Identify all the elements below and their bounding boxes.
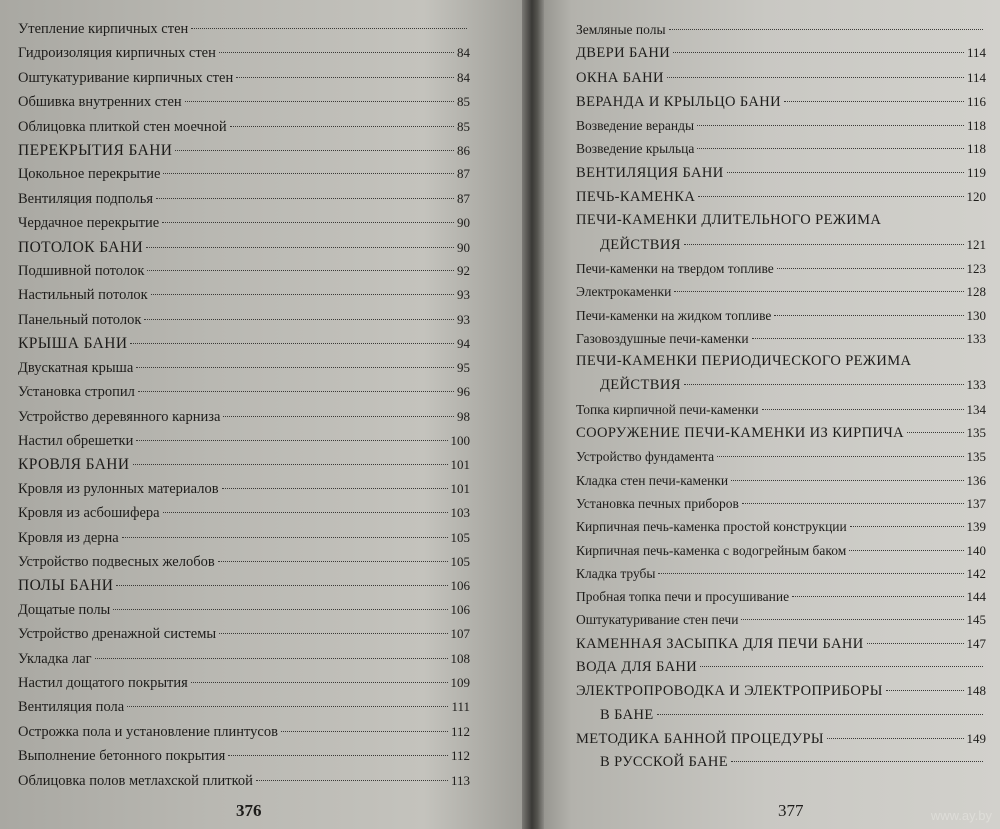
- toc-entry-title: Земляные полы: [576, 22, 666, 37]
- toc-entry-page: 121: [966, 236, 986, 252]
- toc-leader-dots: [886, 690, 964, 691]
- toc-entry-title: Кладка трубы: [576, 565, 656, 581]
- toc-entry-page: 120: [966, 189, 986, 205]
- toc-leader-dots: [163, 173, 454, 174]
- watermark: www.ay.by: [930, 808, 992, 823]
- toc-entry-title: КРЫША БАНИ: [18, 335, 128, 353]
- toc-leader-dots: [731, 480, 963, 481]
- toc-entry-title: Настил дощатого покрытия: [18, 674, 188, 691]
- toc-leader-dots: [867, 643, 964, 644]
- toc-entry-title: Газовоздушные печи-каменки: [576, 330, 749, 346]
- toc-leader-dots: [727, 172, 964, 173]
- toc-entry-title: Пробная топка печи и просушивание: [576, 589, 790, 605]
- toc-leader-dots: [256, 780, 448, 781]
- toc-entry-title: Вентиляция подполья: [18, 190, 153, 207]
- toc-leader-dots: [136, 440, 447, 441]
- toc-leader-dots: [156, 198, 454, 199]
- toc-entry-title: В БАНЕ: [600, 706, 654, 723]
- toc-leader-dots: [777, 268, 964, 269]
- toc-entry: [18, 356, 470, 380]
- toc-entry-page: 133: [966, 330, 986, 346]
- toc-entry: [576, 679, 986, 703]
- toc-entry-page: 116: [966, 93, 986, 109]
- toc-leader-dots: [113, 609, 447, 610]
- toc-entry-title: Кладка стен печи-каменки: [576, 472, 729, 488]
- toc-entry-title: Возведение крыльца: [576, 141, 695, 157]
- toc-leader-dots: [236, 77, 454, 78]
- toc-leader-dots: [219, 633, 447, 634]
- toc-entry-page: 118: [966, 118, 986, 134]
- toc-entry: [576, 751, 986, 774]
- toc-entry-title: Кровля из дерна: [18, 529, 119, 546]
- toc-leader-dots: [742, 503, 964, 504]
- toc-entry-title: Утепление кирпичных стен: [18, 21, 189, 37]
- toc-entry: [576, 727, 986, 751]
- toc-entry-page: 112: [450, 723, 470, 739]
- toc-leader-dots: [151, 294, 454, 295]
- toc-leader-dots: [907, 432, 963, 433]
- toc-leader-dots: [223, 416, 454, 417]
- toc-entry-title: Панельный потолок: [18, 311, 142, 328]
- toc-leader-dots: [133, 464, 448, 465]
- toc-entry-page: 144: [966, 589, 986, 605]
- toc-entry-page: 107: [450, 626, 470, 642]
- toc-entry-page: 84: [457, 69, 470, 85]
- toc-entry: [576, 373, 986, 397]
- toc-entry-title: ПЕЧИ-КАМЕНКИ ДЛИТЕЛЬНОГО РЕЖИМА: [576, 212, 882, 229]
- toc-entry-title: Установка стропил: [18, 384, 135, 401]
- right-page: [534, 0, 1000, 829]
- toc-entry-title: Острожка пола и установление плинтусов: [18, 723, 278, 740]
- toc-entry-page: 130: [966, 307, 986, 323]
- toc-leader-dots: [130, 343, 454, 344]
- toc-entry-page: 106: [450, 601, 470, 617]
- toc-entry: [576, 327, 986, 350]
- toc-entry: [576, 90, 986, 114]
- toc-entry-title: Двускатная крыша: [18, 359, 134, 376]
- toc-leader-dots: [218, 561, 448, 562]
- toc-entry: [18, 259, 470, 283]
- toc-leader-dots: [684, 244, 964, 245]
- toc-entry-title: Выполнение бетонного покрытия: [18, 748, 226, 765]
- toc-leader-dots: [95, 658, 448, 659]
- toc-entry-title: КРОВЛЯ БАНИ: [18, 456, 130, 474]
- toc-entry-title: Возведение веранды: [576, 118, 695, 134]
- toc-entry-page: 105: [450, 529, 470, 545]
- toc-entry-title: ДВЕРИ БАНИ: [576, 45, 671, 62]
- toc-entry-title: Печи-каменки на твердом топливе: [576, 260, 774, 276]
- toc-entry: [576, 515, 986, 538]
- toc-entry-title: Оштукатуривание стен печи: [576, 612, 739, 628]
- toc-leader-dots: [230, 126, 454, 127]
- toc-leader-dots: [669, 29, 983, 30]
- toc-leader-dots: [684, 384, 964, 385]
- toc-leader-dots: [191, 682, 448, 683]
- toc-entry-page: 86: [457, 143, 470, 159]
- toc-leader-dots: [147, 270, 454, 271]
- toc-entry-page: 111: [451, 699, 470, 715]
- toc-leader-dots: [657, 714, 983, 715]
- toc-entry: [576, 492, 986, 515]
- toc-entry: [18, 380, 470, 404]
- toc-entry-page: 119: [966, 164, 986, 180]
- toc-leader-dots: [731, 761, 983, 762]
- toc-leader-dots: [717, 456, 963, 457]
- toc-entry-page: 84: [457, 45, 470, 61]
- toc-entry-title: МЕТОДИКА БАННОЙ ПРОЦЕДУРЫ: [576, 730, 824, 747]
- toc-entry-page: 134: [966, 401, 986, 417]
- toc-entry-title: ПОТОЛОК БАНИ: [18, 238, 144, 256]
- toc-entry: [576, 257, 986, 280]
- toc-leader-dots: [792, 596, 963, 597]
- toc-entry: [18, 647, 470, 671]
- toc-entry-page: 85: [457, 118, 470, 134]
- toc-entry: [18, 236, 470, 259]
- toc-entry: [18, 283, 470, 307]
- toc-entry-page: 90: [457, 239, 470, 255]
- toc-entry-title: Настильный потолок: [18, 287, 148, 304]
- toc-entry: [18, 744, 470, 768]
- toc-entry-title: В РУССКОЙ БАНЕ: [600, 754, 729, 771]
- toc-entry: [18, 211, 470, 235]
- toc-entry: [576, 304, 986, 327]
- toc-leader-dots: [122, 537, 448, 538]
- toc-entry: [576, 41, 986, 65]
- toc-entry-page: 113: [450, 772, 470, 788]
- toc-entry-title: Чердачное перекрытие: [18, 215, 160, 232]
- toc-entry-page: 93: [457, 311, 470, 327]
- toc-entry-page: 101: [450, 480, 470, 496]
- toc-entry-title: Кровля из рулонных материалов: [18, 480, 219, 497]
- toc-leader-dots: [127, 706, 448, 707]
- toc-entry: [576, 18, 986, 41]
- toc-entry-page: 123: [966, 260, 986, 276]
- toc-entry-title: ПЕРЕКРЫТИЯ БАНИ: [18, 142, 173, 160]
- toc-entry-page: 114: [966, 45, 986, 61]
- toc-entry-title: ЭЛЕКТРОПРОВОДКА И ЭЛЕКТРОПРИБОРЫ: [576, 683, 883, 700]
- toc-entry: [576, 469, 986, 492]
- toc-entry-page: 108: [450, 650, 470, 666]
- toc-entry: [576, 656, 986, 679]
- toc-entry-page: 87: [457, 166, 470, 182]
- toc-entry-title: Устройство фундамента: [576, 449, 715, 465]
- toc-entry-page: 95: [457, 359, 470, 375]
- toc-entry: [18, 139, 470, 162]
- toc-entry-page: 109: [450, 674, 470, 690]
- toc-entry-title: Устройство деревянного карниза: [18, 408, 221, 425]
- toc-leader-dots: [827, 738, 964, 739]
- toc-entry: [18, 550, 470, 574]
- toc-entry-title: ПЕЧИ-КАМЕНКИ ПЕРИОДИЧЕСКОГО РЕЖИМА: [576, 353, 912, 370]
- toc-entry-title: СООРУЖЕНИЕ ПЕЧИ-КАМЕНКИ ИЗ КИРПИЧА: [576, 425, 905, 442]
- toc-entry-page: 94: [457, 336, 470, 352]
- toc-entry-page: 96: [457, 384, 470, 400]
- toc-entry: [576, 209, 986, 232]
- toc-leader-dots: [700, 666, 983, 667]
- toc-entry: [18, 405, 470, 429]
- toc-entry: [576, 233, 986, 257]
- toc-entry: [18, 18, 470, 41]
- toc-entry-page: 114: [966, 69, 986, 85]
- toc-entry: [576, 539, 986, 562]
- toc-entry: [18, 671, 470, 695]
- toc-entry: [18, 41, 470, 65]
- toc-entry: [18, 453, 470, 476]
- toc-entry-page: 137: [966, 495, 986, 511]
- toc-entry: [576, 704, 986, 727]
- toc-entry-title: Дощатые полы: [18, 601, 111, 618]
- toc-leader-dots: [774, 315, 963, 316]
- toc-leader-dots: [219, 52, 454, 53]
- left-page-number: 376: [236, 801, 262, 820]
- toc-entry-page: 87: [457, 190, 470, 206]
- toc-entry-page: 106: [450, 578, 470, 594]
- toc-entry-title: Настил обрешетки: [18, 432, 134, 449]
- toc-leader-dots: [697, 148, 964, 149]
- toc-leader-dots: [784, 101, 964, 102]
- toc-entry-title: Установка печных приборов: [576, 495, 739, 511]
- toc-entry-title: Обшивка внутренних стен: [18, 94, 182, 111]
- toc-entry-title: Цокольное перекрытие: [18, 166, 161, 183]
- toc-entry: [18, 695, 470, 719]
- toc-entry-title: Топка кирпичной печи-каменки: [576, 401, 759, 417]
- toc-entry-title: Устройство подвесных желобов: [18, 553, 215, 570]
- toc-entry: [18, 622, 470, 646]
- toc-leader-dots: [162, 222, 454, 223]
- toc-entry: [576, 421, 986, 445]
- toc-entry-page: 128: [966, 284, 986, 300]
- toc-leader-dots: [741, 619, 963, 620]
- toc-entry: [576, 632, 986, 656]
- toc-entry-title: Кирпичная печь-каменка простой конструкции: [576, 519, 847, 535]
- toc-entry-page: 148: [966, 683, 986, 699]
- toc-entry: [18, 429, 470, 453]
- toc-entry-page: 100: [450, 432, 470, 448]
- toc-entry-page: 93: [457, 287, 470, 303]
- toc-entry-page: 149: [966, 730, 986, 746]
- toc-leader-dots: [698, 196, 963, 197]
- toc-entry: [576, 350, 986, 373]
- toc-leader-dots: [697, 125, 964, 126]
- toc-entry-title: Кирпичная печь-каменка с водогрейным баком: [576, 542, 847, 558]
- toc-entry: [576, 585, 986, 608]
- toc-entry-page: 140: [966, 542, 986, 558]
- toc-entry: [576, 137, 986, 160]
- toc-entry-title: КАМЕННАЯ ЗАСЫПКА ДЛЯ ПЕЧИ БАНИ: [576, 635, 864, 652]
- toc-leader-dots: [658, 573, 963, 574]
- toc-entry-title: Оштукатуривание кирпичных стен: [18, 69, 234, 86]
- toc-leader-dots: [163, 512, 448, 513]
- toc-entry-title: Устройство дренажной системы: [18, 626, 217, 643]
- toc-entry: [18, 187, 470, 211]
- toc-entry-title: Печи-каменки на жидком топливе: [576, 307, 772, 323]
- toc-entry-page: 145: [966, 612, 986, 628]
- toc-entry-title: Кровля из асбошифера: [18, 505, 160, 522]
- toc-entry: [18, 598, 470, 622]
- toc-entry-title: ПЕЧЬ-КАМЕНКА: [576, 189, 696, 206]
- toc-leader-dots: [175, 150, 454, 151]
- toc-entry-title: Электрокаменки: [576, 284, 672, 300]
- toc-leader-dots: [849, 550, 963, 551]
- toc-leader-dots: [138, 391, 454, 392]
- toc-leader-dots: [144, 319, 454, 320]
- toc-entry-title: ДЕЙСТВИЯ: [600, 236, 681, 253]
- toc-entry: [576, 608, 986, 631]
- toc-entry-page: 92: [457, 263, 470, 279]
- book-gutter: [522, 0, 544, 829]
- toc-leader-dots: [762, 409, 964, 410]
- toc-entry-title: ПОЛЫ БАНИ: [18, 577, 114, 595]
- toc-leader-dots: [673, 52, 964, 53]
- toc-entry-page: 135: [966, 449, 986, 465]
- toc-entry-page: 147: [966, 635, 986, 651]
- toc-entry: [576, 280, 986, 303]
- toc-entry: [576, 114, 986, 137]
- toc-leader-dots: [667, 77, 964, 78]
- toc-entry: [18, 477, 470, 501]
- toc-entry-title: Укладка лаг: [18, 650, 92, 667]
- toc-entry-page: 139: [966, 519, 986, 535]
- toc-entry-title: Гидроизоляция кирпичных стен: [18, 45, 216, 62]
- toc-entry-page: 103: [450, 505, 470, 521]
- toc-leader-dots: [281, 731, 448, 732]
- toc-entry-title: Подшивной потолок: [18, 263, 145, 280]
- toc-entry: [18, 526, 470, 550]
- toc-entry-page: 112: [450, 748, 470, 764]
- toc-leader-dots: [136, 367, 454, 368]
- toc-entry-title: ВЕРАНДА И КРЫЛЬЦО БАНИ: [576, 93, 782, 110]
- toc-entry: [576, 185, 986, 209]
- toc-entry: [18, 115, 470, 139]
- toc-entry-title: Облицовка плиткой стен моечной: [18, 118, 227, 135]
- toc-entry-page: 118: [966, 141, 986, 157]
- toc-entry-page: 85: [457, 94, 470, 110]
- toc-entry: [18, 90, 470, 114]
- toc-entry: [576, 562, 986, 585]
- toc-entry: [18, 66, 470, 90]
- toc-entry-title: ОКНА БАНИ: [576, 69, 664, 86]
- toc-leader-dots: [116, 585, 447, 586]
- toc-leader-dots: [191, 28, 467, 29]
- toc-entry-page: 105: [450, 553, 470, 569]
- toc-entry: [18, 162, 470, 186]
- toc-entry-page: 136: [966, 472, 986, 488]
- toc-leader-dots: [850, 526, 964, 527]
- toc-entry-page: 133: [966, 377, 986, 393]
- toc-entry: [576, 66, 986, 90]
- toc-leader-dots: [752, 338, 964, 339]
- toc-entry-title: Вентиляция пола: [18, 699, 125, 716]
- toc-entry: [576, 398, 986, 421]
- right-toc: [576, 18, 986, 775]
- toc-entry-page: 135: [966, 425, 986, 441]
- toc-entry: [18, 501, 470, 525]
- toc-entry: [18, 332, 470, 355]
- toc-entry-title: ДЕЙСТВИЯ: [600, 377, 681, 394]
- toc-entry: [576, 161, 986, 185]
- toc-entry-title: Облицовка полов метлахской плиткой: [18, 772, 253, 789]
- toc-leader-dots: [228, 755, 448, 756]
- right-page-number: 377: [778, 801, 804, 820]
- toc-entry-title: ВОДА ДЛЯ БАНИ: [576, 659, 698, 676]
- toc-leader-dots: [674, 291, 963, 292]
- toc-entry-page: 142: [966, 565, 986, 581]
- toc-entry: [18, 308, 470, 332]
- toc-entry: [576, 445, 986, 468]
- toc-entry-page: 101: [450, 457, 470, 473]
- toc-entry: [18, 769, 470, 793]
- toc-entry: [18, 574, 470, 597]
- toc-leader-dots: [222, 488, 448, 489]
- toc-entry-page: 90: [457, 215, 470, 231]
- toc-entry: [18, 720, 470, 744]
- toc-leader-dots: [185, 101, 454, 102]
- toc-entry-title: ВЕНТИЛЯЦИЯ БАНИ: [576, 164, 724, 181]
- left-toc: [18, 18, 470, 793]
- toc-leader-dots: [146, 247, 454, 248]
- toc-entry-page: 98: [457, 408, 470, 424]
